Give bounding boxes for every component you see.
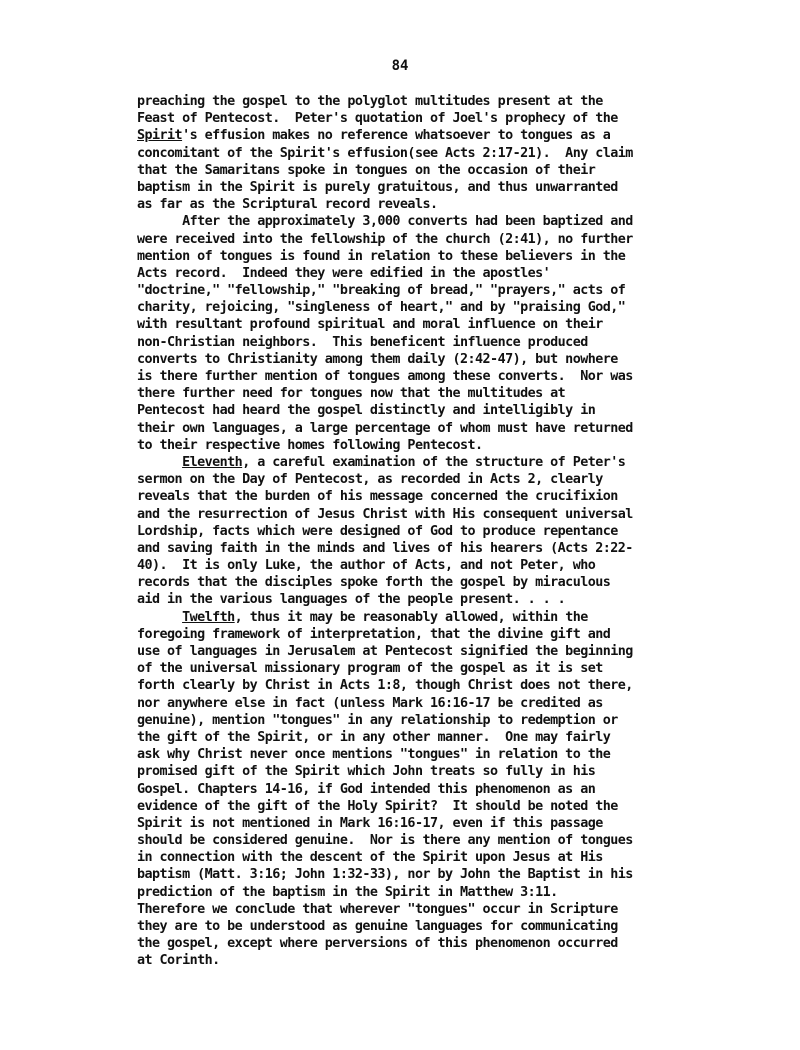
text-line: they are to be understood as genuine languages for communicating [137, 919, 618, 934]
text-line: prediction of the baptism in the Spirit in Matthew 3:11. [137, 884, 558, 900]
text-line: Pentecost had heard the gospel distinctly and intelligibly in [137, 403, 596, 419]
text-line: Acts record. Indeed they were edified in the apostles' [137, 265, 551, 281]
text-line: the gift of the Spirit, or in any other manner. One may fairly [137, 729, 611, 745]
text-line: charity, rejoicing, "singleness of heart," and by "praising God," [137, 300, 626, 316]
body-text [137, 93, 737, 970]
text-line: should be considered genuine. Nor is there any mention of tongues [137, 833, 633, 849]
text-line: Spirit is not mentioned in Mark 16:16-17, even if this passage [137, 815, 603, 831]
text-line: baptism (Matt. 3:16; John 1:32-33), nor by John the Baptist in his [137, 867, 633, 883]
text-line: reveals that the burden of his message concerned the crucifixion [137, 489, 618, 505]
text-line: of the universal missionary program of the gospel as it is set [137, 661, 603, 677]
text-line: and the resurrection of Jesus Christ with His consequent universal [137, 506, 633, 522]
text-line: the gospel, except where perversions of this phenomenon occurred [137, 936, 618, 952]
text-line: "doctrine," "fellowship," "breaking of bread," "prayers," acts of [137, 283, 626, 299]
text-line: their own languages, a large percentage of whom must have returned [137, 420, 633, 436]
text-line: Twelfth, thus it may be reasonably allowed, within the [182, 609, 588, 625]
text-line: sermon on the Day of Pentecost, as recorded in Acts 2, clearly [137, 472, 603, 488]
text-line: After the approximately 3,000 converts had been baptized and [137, 214, 633, 230]
text-line: Feast of Pentecost. Peter's quotation of Joel's prophecy of the [137, 111, 618, 127]
text-line: were received into the fellowship of the church (2:41), no further [137, 231, 633, 247]
text-line: forth clearly by Christ in Acts 1:8, though Christ does not there, [137, 678, 633, 694]
text-line: foregoing framework of interpretation, that the divine gift and [137, 626, 611, 642]
underlined-word: Eleventh [182, 454, 243, 470]
text-line: at Corinth. [137, 953, 220, 969]
text-line: to their respective homes following Pentecost. [137, 437, 483, 453]
text-line: evidence of the gift of the Holy Spirit? It should be noted the [137, 798, 618, 814]
text-line: as far as the Scriptural record reveals. [137, 197, 438, 213]
text-line: Eleventh, a careful examination of the structure of Peter's [182, 454, 626, 470]
text-line: mention of tongues is found in relation to these believers in the [137, 248, 626, 264]
text-line: Therefore we conclude that wherever "tongues" occur in Scripture [137, 901, 618, 917]
text-line: preaching the gospel to the polyglot multitudes present at the [137, 94, 603, 109]
text-line: and saving faith in the minds and lives of his hearers (Acts 2:22- [137, 540, 633, 556]
text-line: concomitant of the Spirit's effusion(see Acts 2:17-21). Any claim [137, 145, 633, 161]
text-line: in connection with the descent of the Spirit upon Jesus at His [137, 850, 603, 866]
text-line: with resultant profound spiritual and moral influence on their [137, 317, 603, 333]
text-line: is there further mention of tongues among these converts. Nor was [137, 369, 633, 384]
text-line: genuine), mention "tongues" in any relationship to redemption or [137, 712, 618, 728]
text-line: converts to Christianity among them daily (2:42-47), but nowhere [137, 351, 618, 367]
text-line: Spirit's effusion makes no reference whatsoever to tongues as a [137, 128, 611, 144]
text-line: baptism in the Spirit is purely gratuitous, and thus unwarranted [137, 179, 618, 195]
text-line: aid in the various languages of the people present. . . . [137, 592, 566, 608]
text-line: records that the disciples spoke forth the gospel by miraculous [137, 575, 611, 591]
page-number: 84 [391, 58, 409, 74]
text-line: non-Christian neighbors. This beneficent influence produced [137, 334, 588, 350]
text-line: Lordship, facts which were designed of God to produce repentance [137, 523, 618, 539]
text-line: that the Samaritans spoke in tongues on the occasion of their [137, 162, 596, 178]
text-line: 40). It is only Luke, the author of Acts, and not Peter, who [137, 558, 596, 574]
underlined-word: Twelfth [182, 609, 235, 625]
text-line: ask why Christ never once mentions "tongues" in relation to the [137, 747, 611, 763]
text-line: nor anywhere else in fact (unless Mark 16:16-17 be credited as [137, 695, 603, 711]
text-line: use of languages in Jerusalem at Pentecost signified the beginning [137, 644, 633, 659]
text-line: Gospel. Chapters 14-16, if God intended this phenomenon as an [137, 781, 596, 797]
text-line: there further need for tongues now that the multitudes at [137, 386, 566, 402]
text-line: promised gift of the Spirit which John treats so fully in his [137, 764, 596, 780]
underlined-word: Spirit [137, 128, 183, 144]
